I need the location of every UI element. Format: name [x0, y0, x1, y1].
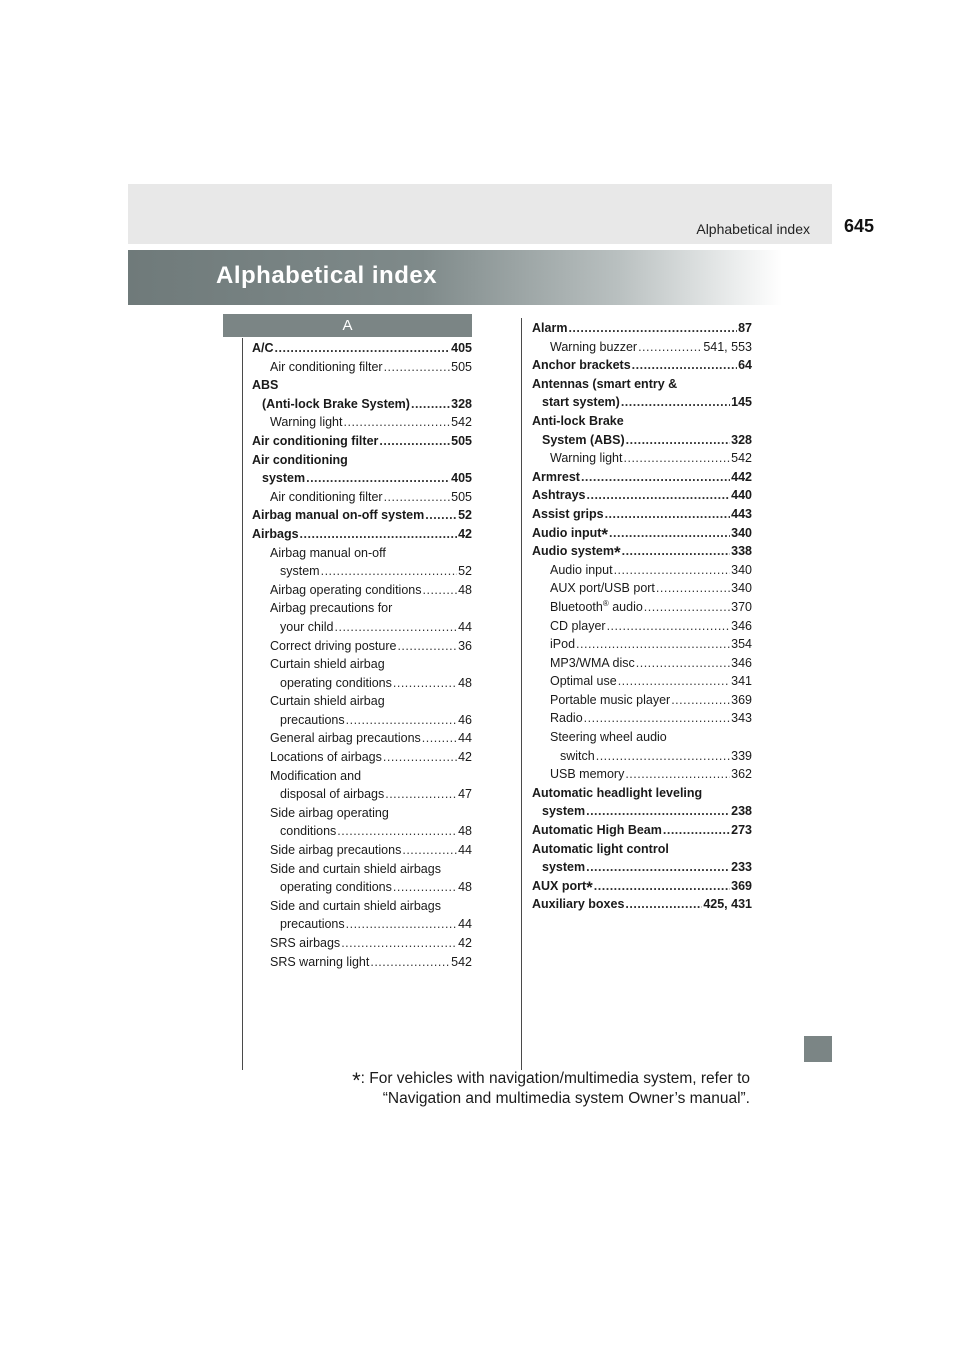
index-subentry: USB memory ..... 362	[532, 765, 752, 784]
index-subentry: Warning buzzer ..... 541, 553	[532, 338, 752, 357]
title-banner	[128, 250, 782, 305]
index-entry: Automatic headlight leveling	[532, 785, 703, 800]
index-subentry: Side and curtain shield airbags	[270, 898, 441, 913]
index-subentry: Radio ..... 343	[532, 709, 752, 728]
index-subentry-continued: switch ..... 339	[532, 747, 752, 766]
index-subentry: Curtain shield airbag	[270, 657, 385, 672]
index-subentry-continued: conditions ..... 48	[252, 822, 472, 841]
index-subentry: MP3/WMA disc ..... 346	[532, 654, 752, 673]
index-entry: Airbag manual on-off system ..... 52	[252, 506, 472, 525]
index-entry: Auxiliary boxes ..... 425, 431	[532, 895, 752, 914]
index-subentry: Air conditioning filter ..... 505	[252, 488, 472, 507]
index-subentry-continued: precautions ..... 46	[252, 711, 472, 730]
index-entry: Air conditioning filter ..... 505	[252, 432, 472, 451]
index-entry: Automatic High Beam ..... 273	[532, 821, 752, 840]
footnote-star-icon: *	[601, 524, 609, 544]
index-subentry-continued: your child ..... 44	[252, 618, 472, 637]
index-entry: Audio input* ..... 340	[532, 524, 752, 543]
index-subentry: Side and curtain shield airbags	[270, 861, 441, 876]
index-subentry: Air conditioning filter ..... 505	[252, 358, 472, 377]
index-subentry: AUX port/USB port ..... 340	[532, 579, 752, 598]
index-subentry-continued: disposal of airbags ..... 47	[252, 785, 472, 804]
index-subentry: Portable music player ..... 369	[532, 691, 752, 710]
index-entry: Armrest ..... 442	[532, 468, 752, 487]
index-entry-continued: System (ABS) ..... 328	[532, 431, 752, 450]
index-entry-continued: (Anti-lock Brake System) ..... 328	[252, 395, 472, 414]
footnote-line-1: : For vehicles with navigation/multimedia system, refer to	[360, 1070, 750, 1087]
index-subentry-continued: precautions ..... 44	[252, 915, 472, 934]
index-subentry: CD player ..... 346	[532, 617, 752, 636]
index-entry: Assist grips ..... 443	[532, 505, 752, 524]
index-entry: A/C ..... 405	[252, 339, 472, 358]
registered-mark: ®	[602, 598, 609, 608]
index-subentry: Modification and	[270, 768, 362, 783]
index-subentry: iPod ..... 354	[532, 635, 752, 654]
index-entry: Automatic light control	[532, 841, 669, 856]
column-divider-middle	[521, 318, 522, 1070]
index-entry-continued: system ..... 405	[252, 469, 472, 488]
index-subentry-continued: operating conditions ..... 48	[252, 674, 472, 693]
index-entry: Antennas (smart entry &	[532, 376, 678, 391]
index-entry: Anchor brackets ..... 64	[532, 356, 752, 375]
index-subentry-continued: operating conditions ..... 48	[252, 878, 472, 897]
index-subentry: Optimal use ..... 341	[532, 672, 752, 691]
footnote-line-2: “Navigation and multimedia system Owner’s manual”.	[382, 1090, 750, 1107]
index-entry: Alarm ..... 87	[532, 319, 752, 338]
index-entry: Anti-lock Brake	[532, 413, 624, 428]
index-entry: Ashtrays ..... 440	[532, 486, 752, 505]
section-tab-marker	[804, 1036, 832, 1062]
footnote-star-icon: *	[586, 877, 593, 897]
index-subentry: Curtain shield airbag	[270, 694, 385, 709]
index-entry: Air conditioning	[252, 452, 348, 467]
column-divider-left	[242, 338, 243, 1070]
letter-heading: A	[223, 314, 472, 337]
footnote-star-icon: *	[613, 543, 621, 563]
index-subentry: Correct driving posture ..... 36	[252, 637, 472, 656]
index-entry: ABS	[252, 378, 279, 393]
index-entry: Airbags ..... 42	[252, 525, 472, 544]
index-subentry: Airbag operating conditions ..... 48	[252, 581, 472, 600]
footnote	[352, 1069, 750, 1109]
index-entry: AUX port* ..... 369	[532, 877, 752, 896]
footnote-star-icon: *	[352, 1068, 361, 1093]
index-subentry: Audio input ..... 340	[532, 561, 752, 580]
index-entry-continued: system ..... 238	[532, 802, 752, 821]
page-number: 645	[843, 216, 874, 236]
page-title: Alphabetical index	[216, 262, 438, 289]
index-subentry-continued: system ..... 52	[252, 562, 472, 581]
index-subentry: Warning light ..... 542	[252, 413, 472, 432]
index-subentry: SRS airbags ..... 42	[252, 934, 472, 953]
index-subentry: Locations of airbags ..... 42	[252, 748, 472, 767]
index-subentry: Side airbag operating	[270, 805, 389, 820]
index-subentry: General airbag precautions ..... 44	[252, 729, 472, 748]
index-subentry: SRS warning light ..... 542	[252, 953, 472, 972]
header-section-title: Alphabetical index	[696, 221, 810, 237]
index-entry: Audio system* ..... 338	[532, 542, 752, 561]
index-entry-continued: system ..... 233	[532, 858, 752, 877]
index-subentry: Warning light ..... 542	[532, 449, 752, 468]
index-subentry: Bluetooth® audio ..... 370	[532, 598, 752, 617]
index-column-1	[252, 339, 472, 971]
index-subentry: Steering wheel audio	[550, 730, 667, 745]
index-entry-continued: start system) ..... 145	[532, 393, 752, 412]
index-subentry: Side airbag precautions ..... 44	[252, 841, 472, 860]
index-subentry: Airbag manual on-off	[270, 545, 386, 560]
index-column-2	[532, 319, 752, 914]
index-subentry: Airbag precautions for	[270, 601, 393, 616]
